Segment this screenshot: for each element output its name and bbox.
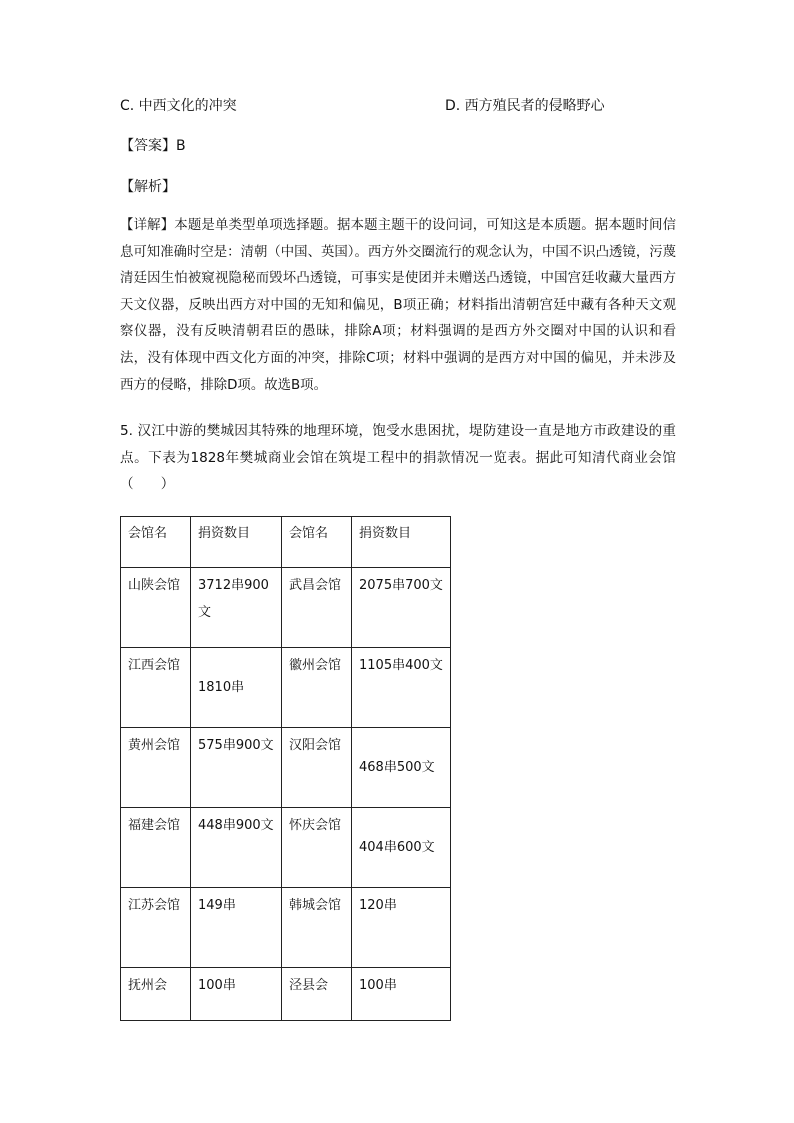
- option-c[interactable]: C. 中西文化的冲突: [120, 98, 237, 114]
- donation-amount-cell: 120串: [352, 888, 451, 968]
- guild-name-cell: 江西会馆: [121, 648, 191, 728]
- table-row: [121, 968, 451, 1021]
- option-d[interactable]: D. 西方殖民者的侵略野心: [445, 98, 605, 114]
- donation-amount-cell: 575串900文: [191, 728, 282, 808]
- answer-options-row: [120, 96, 680, 116]
- donation-table: [120, 516, 451, 1021]
- guild-name-cell: 抚州会: [121, 968, 191, 1021]
- guild-name-cell: 徽州会馆: [282, 648, 352, 728]
- guild-name-cell: 山陕会馆: [121, 568, 191, 648]
- donation-amount-cell: 100串: [191, 968, 282, 1021]
- answer-value: B: [176, 138, 186, 154]
- guild-name-cell: 汉阳会馆: [282, 728, 352, 808]
- detail-label: 【详解】: [120, 218, 175, 233]
- table-header-cell: 捐资数目: [352, 517, 451, 568]
- table-row: [121, 728, 451, 808]
- guild-name-cell: 韩城会馆: [282, 888, 352, 968]
- donation-amount-cell: 100串: [352, 968, 451, 1021]
- donation-amount-cell: 1105串400文: [352, 648, 451, 728]
- analysis-heading: [120, 177, 176, 197]
- detail-paragraph: [120, 213, 676, 399]
- donation-amount-cell: 3712串900文: [191, 568, 282, 648]
- table-header-cell: 捐资数目: [191, 517, 282, 568]
- guild-name-cell: 武昌会馆: [282, 568, 352, 648]
- guild-name-cell: 福建会馆: [121, 808, 191, 888]
- answer-label: 【答案】: [120, 138, 176, 154]
- donation-amount-cell: 149串: [191, 888, 282, 968]
- guild-name-cell: 江苏会馆: [121, 888, 191, 968]
- donation-amount-cell: 1810串: [191, 648, 282, 728]
- table-header-cell: 会馆名: [121, 517, 191, 568]
- table-header-cell: 会馆名: [282, 517, 352, 568]
- donation-amount-cell: 468串500文: [352, 728, 451, 808]
- question-5-text: 5. 汉江中游的樊城因其特殊的地理环境，饱受水患困扰，堤防建设一直是地方市政建设的重点。下表为1828年樊城商业会馆在筑堤工程中的捐款情况一览表。据此可知清代商业会馆（ ）: [120, 423, 676, 493]
- donation-amount-cell: 2075串700文: [352, 568, 451, 648]
- question-5-stem: [120, 418, 676, 498]
- donation-amount-cell: 404串600文: [352, 808, 451, 888]
- table-row: [121, 648, 451, 728]
- guild-name-cell: 泾县会: [282, 968, 352, 1021]
- guild-name-cell: 黄州会馆: [121, 728, 191, 808]
- analysis-label: 【解析】: [120, 179, 176, 195]
- donation-amount-cell: 448串900文: [191, 808, 282, 888]
- table-row: [121, 808, 451, 888]
- guild-name-cell: 怀庆会馆: [282, 808, 352, 888]
- table-row: [121, 568, 451, 648]
- answer-line: [120, 136, 186, 156]
- table-row: [121, 888, 451, 968]
- table-header-row: [121, 517, 451, 568]
- detail-text: 本题是单类型单项选择题。据本题主题干的设问词，可知这是本质题。据本题时间信息可知准确时空是：清朝（中国、英国）。西方外交圈流行的观念认为，中国不识凸透镜，污蔑清廷因生怕被窥视隐秘而毁坏凸透镜，可事实是使团并未赠送凸透镜，中国宫廷收藏大量西方天文仪器，反映出西方对中国的无知和偏见，B项正确；材料指出清朝宫廷中藏有各种天文观察仪器，没有反映清朝君臣的愚昧，排除A项；材料强调的是西方外交圈对中国的认识和看法，没有体现中西文化方面的冲突，排除C项；材料中强调的是西方对中国的偏见，并未涉及西方的侵略，排除D项。故选B项。: [120, 218, 677, 393]
